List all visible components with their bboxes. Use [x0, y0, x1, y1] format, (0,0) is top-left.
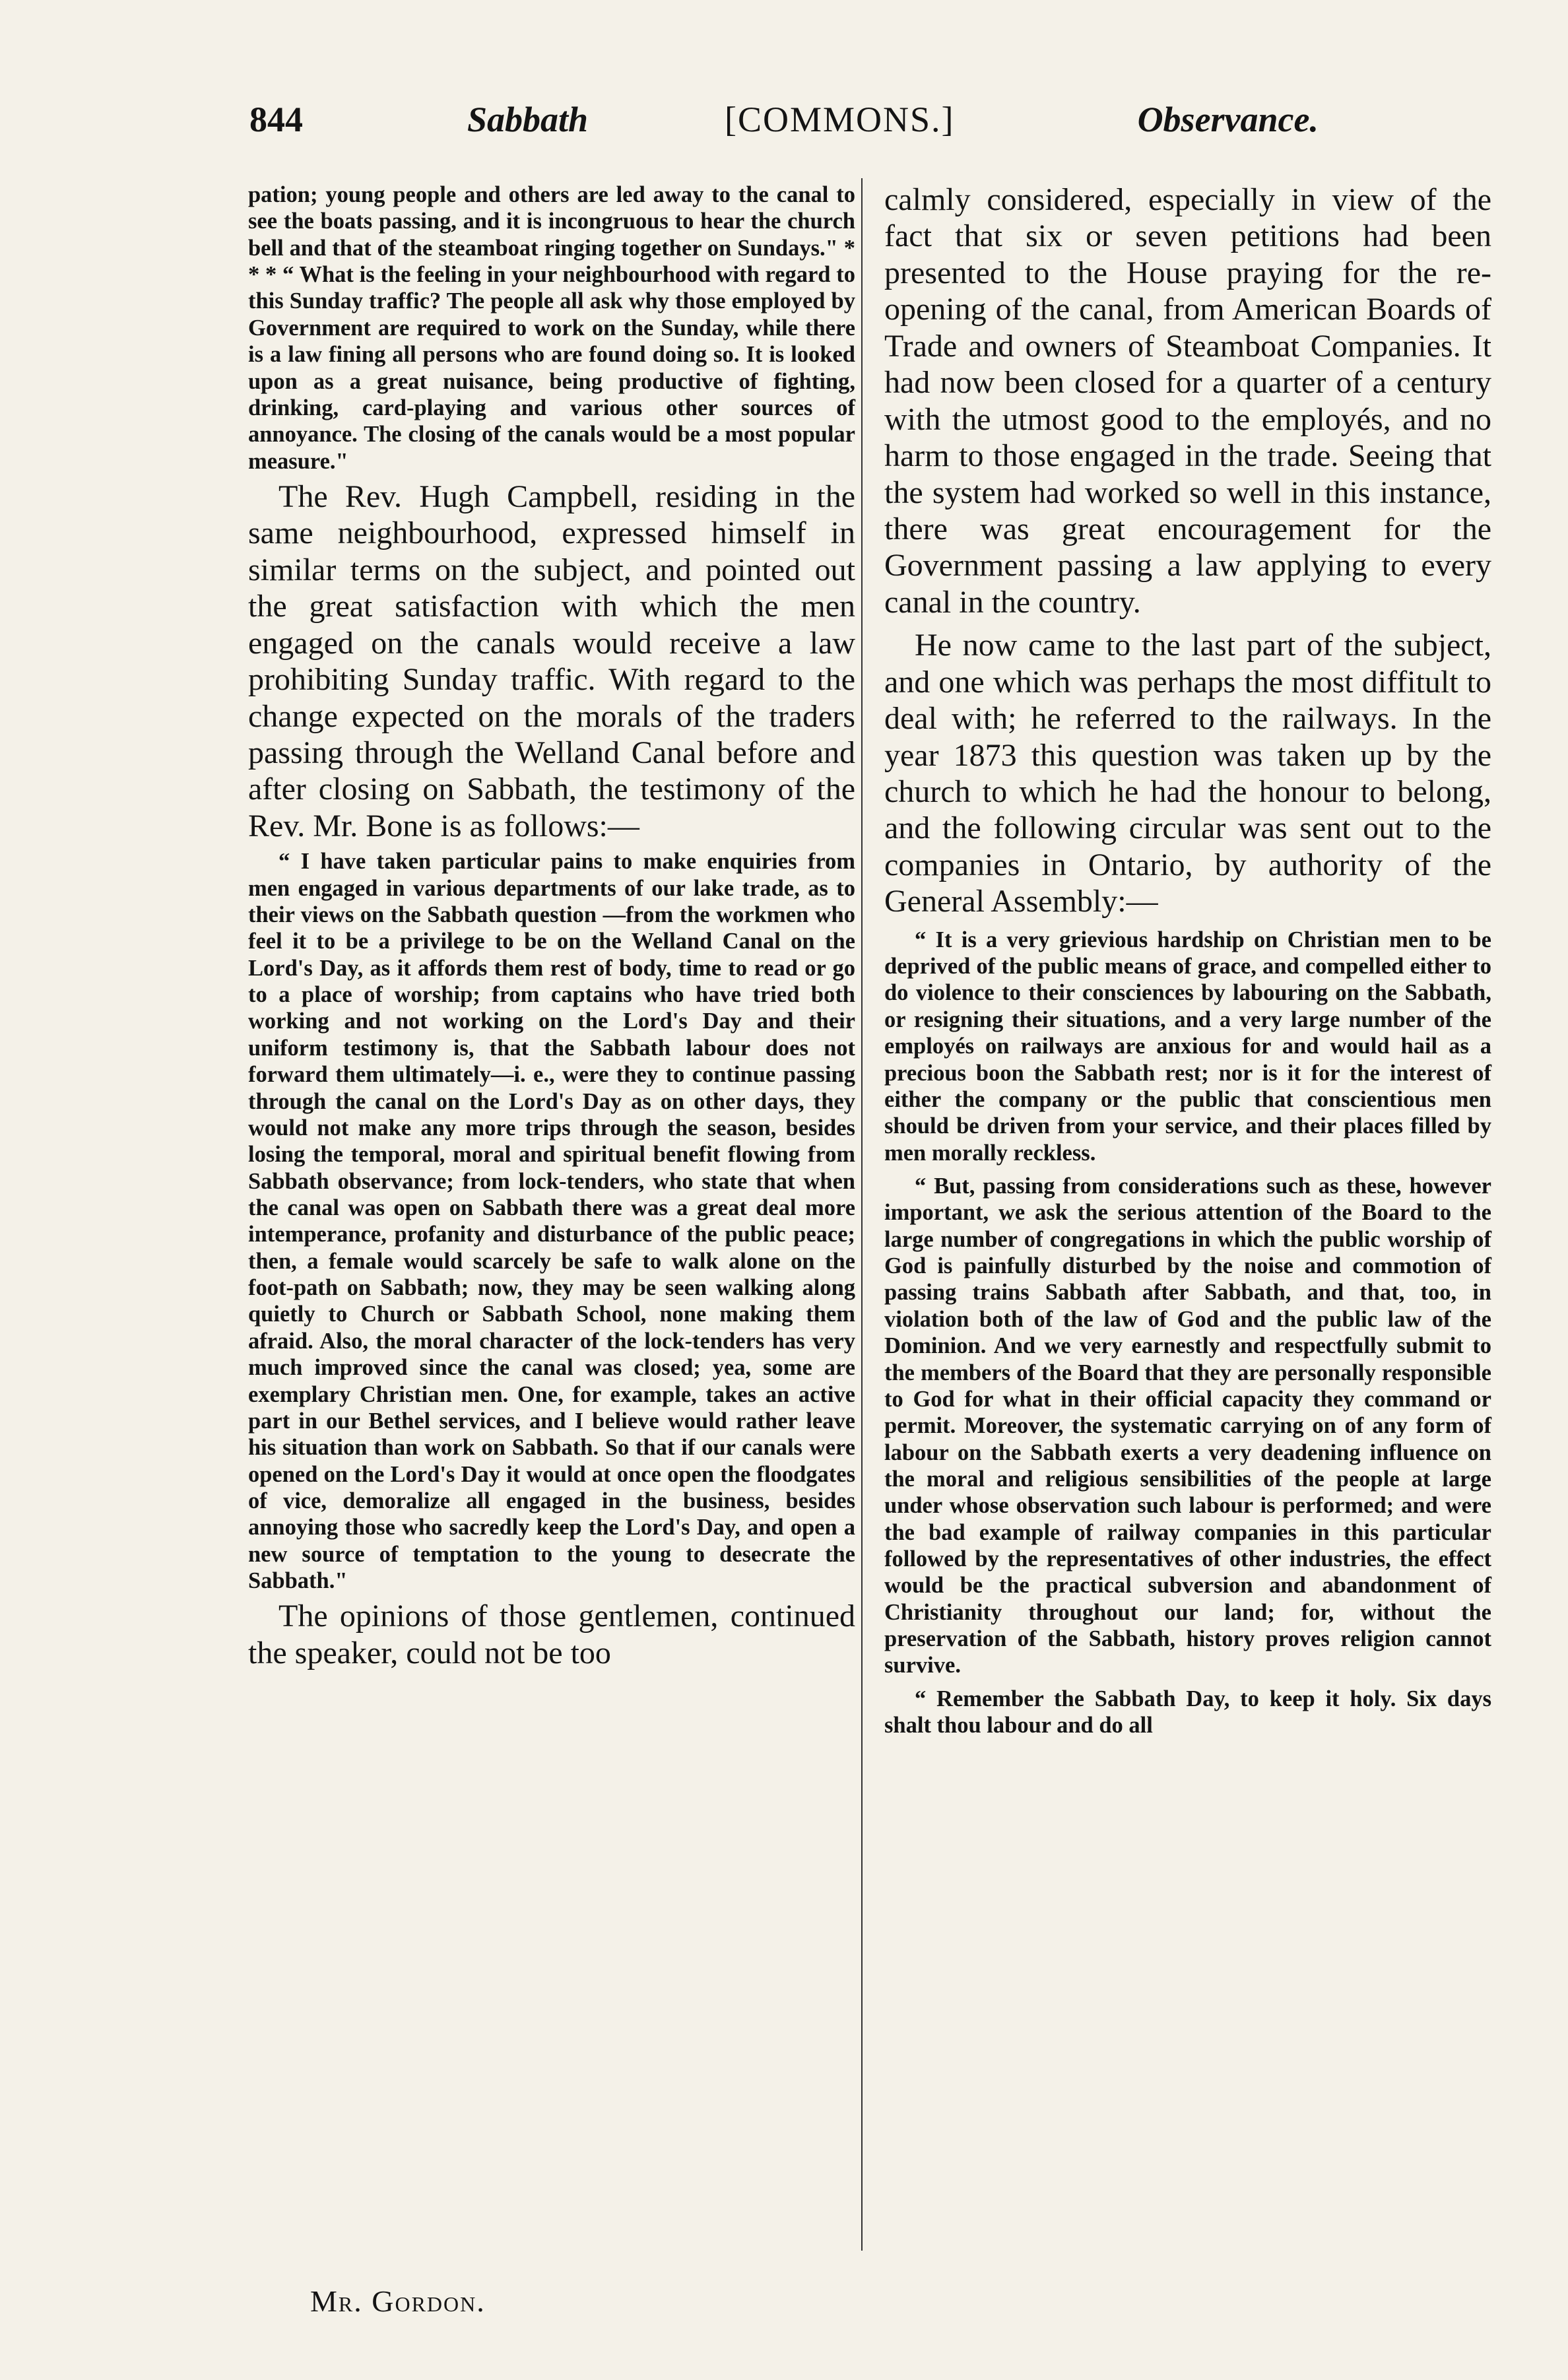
quotation: “ I have taken particular pains to make enquiries from men engaged in various departments of our lake trade, as to their views on the Sabbath question —from the workmen who feel it to be a privilege to be on the Welland Canal on the Lord's Day, as it affords them rest of body, time to read or go to a place of worship; from captains who have tried both working and not working on the Lord's Day and their uniform testimony is, that the Sabbath labour does not forward them ultimately—i. e., were they to continue passing through the canal on the Lord's Day as on other days, they would not make any more trips through the season, besides losing the temporal, moral and spiritual benefit flowing from Sabbath observance; from lock-tenders, who state that when the canal was open on Sabbath there was a great deal more intemperance, profanity and disturbance of the public peace; then, a female would scarcely be safe to walk alone on the foot-path on Sabbath; now, they may be seen walking along quietly to Church or Sabbath School, none making them afraid. Also, the moral character of the lock-tenders has very much improved since the canal was closed; yea, some are exemplary Christian men. One, for example, takes an active part in our Bethel services, and I believe would rather leave his situation than work on Sabbath. So that if our canals were opened on the Lord's Day it would at once open the floodgates of vice, demoralize all engaged in the business, besides annoying those who sacredly keep the Lord's Day, and open a new source of temptation to the young to desecrate the Sabbath." [248, 849, 855, 1594]
page-number: 844 [249, 100, 303, 139]
running-header [249, 99, 1319, 152]
paragraph: The Rev. Hugh Campbell, residing in the same neighbourhood, expressed himself in similar terms on the subject, and pointed out the great satisfaction with which the men engaged on the canals would receive a law prohibiting Sunday traffic. With regard to the change expected on the morals of the traders passing through the Welland Canal before and after closing on Sabbath, the testimony of the Rev. Mr. Bone is as follows:— [248, 479, 855, 843]
paragraph: He now came to the last part of the subject, and one which was perhaps the most diffitult to deal with; he referred to the railways. In the year 1873 this question was taken up by the church to which he had the honour to belong, and the following circular was sent out to the companies in Ontario, by authority of the General Assembly:— [884, 628, 1491, 919]
quotation: “ It is a very grievious hardship on Christian men to be deprived of the public means of grace, and compelled either to do violence to their consciences by labouring on the Sabbath, or resigning their situations, and a very large number of the employés on railways are anxious for and would hail as a precious boon the Sabbath rest; nor is it for the interest of either the company or the public that conscientious men should be driven from your service, and their places filled by men morally reckless. [884, 927, 1491, 1166]
speaker-name: Mr. Gordon. [310, 2284, 486, 2318]
paragraph: The opinions of those gentlemen, continued the speaker, could not be too [248, 1599, 855, 1670]
right-column [884, 182, 1491, 1739]
left-column [248, 182, 855, 1671]
header-center: [COMMONS.] [725, 100, 955, 139]
header-left: Sabbath [467, 100, 589, 139]
quotation: “ But, passing from considerations such as these, however important, we ask the serious attention of the Board to the large number of congregations in which the public worship of God is painfully disturbed by the noise and commotion of passing trains Sabbath after Sabbath, and that, too, in violation both of the law of God and the public law of the Dominion. And we very earnestly and respectfully submit to the members of the Board that they are personally responsible to God for what in their official capacity they command or permit. Moreover, the systematic carrying on of any form of labour on the Sabbath exerts a very deadening influence on the moral and religious sensibilities of the people at large under whose observation such labour is performed; and were the bad example of railway companies in this particular followed by the representatives of other industries, the effect would be the practical subversion and abandonment of Christianity throughout our land; for, without the preservation of the Sabbath, history proves religion cannot survive. [884, 1173, 1491, 1678]
header-right: Observance. [1137, 100, 1319, 139]
paragraph: pation; young people and others are led away to the canal to see the boats passing, and it is incongruous to hear the church bell and that of the steamboat ringing together on Sundays." * * * “ What is the feeling in your neighbourhood with regard to this Sunday traffic? The people all ask why those employed by Government are required to work on the Sunday, while there is a law fining all persons who are found doing so. It is looked upon as a great nuisance, being productive of fighting, drinking, card-playing and various other sources of annoyance. The closing of the canals would be a most popular measure." [248, 182, 855, 474]
quotation: “ Remember the Sabbath Day, to keep it holy. Six days shalt thou labour and do all [884, 1686, 1491, 1738]
column-divider [861, 178, 863, 2251]
paragraph: calmly considered, especially in view of the fact that six or seven petitions had been presented to the House praying for the re-opening of the canal, from American Boards of Trade and owners of Steamboat Companies. It had now been closed for a quarter of a century with the utmost good to the employés, and no harm to those engaged in the trade. Seeing that the system had worked so well in this instance, there was great encouragement for the Government passing a law applying to every canal in the country. [884, 182, 1491, 620]
